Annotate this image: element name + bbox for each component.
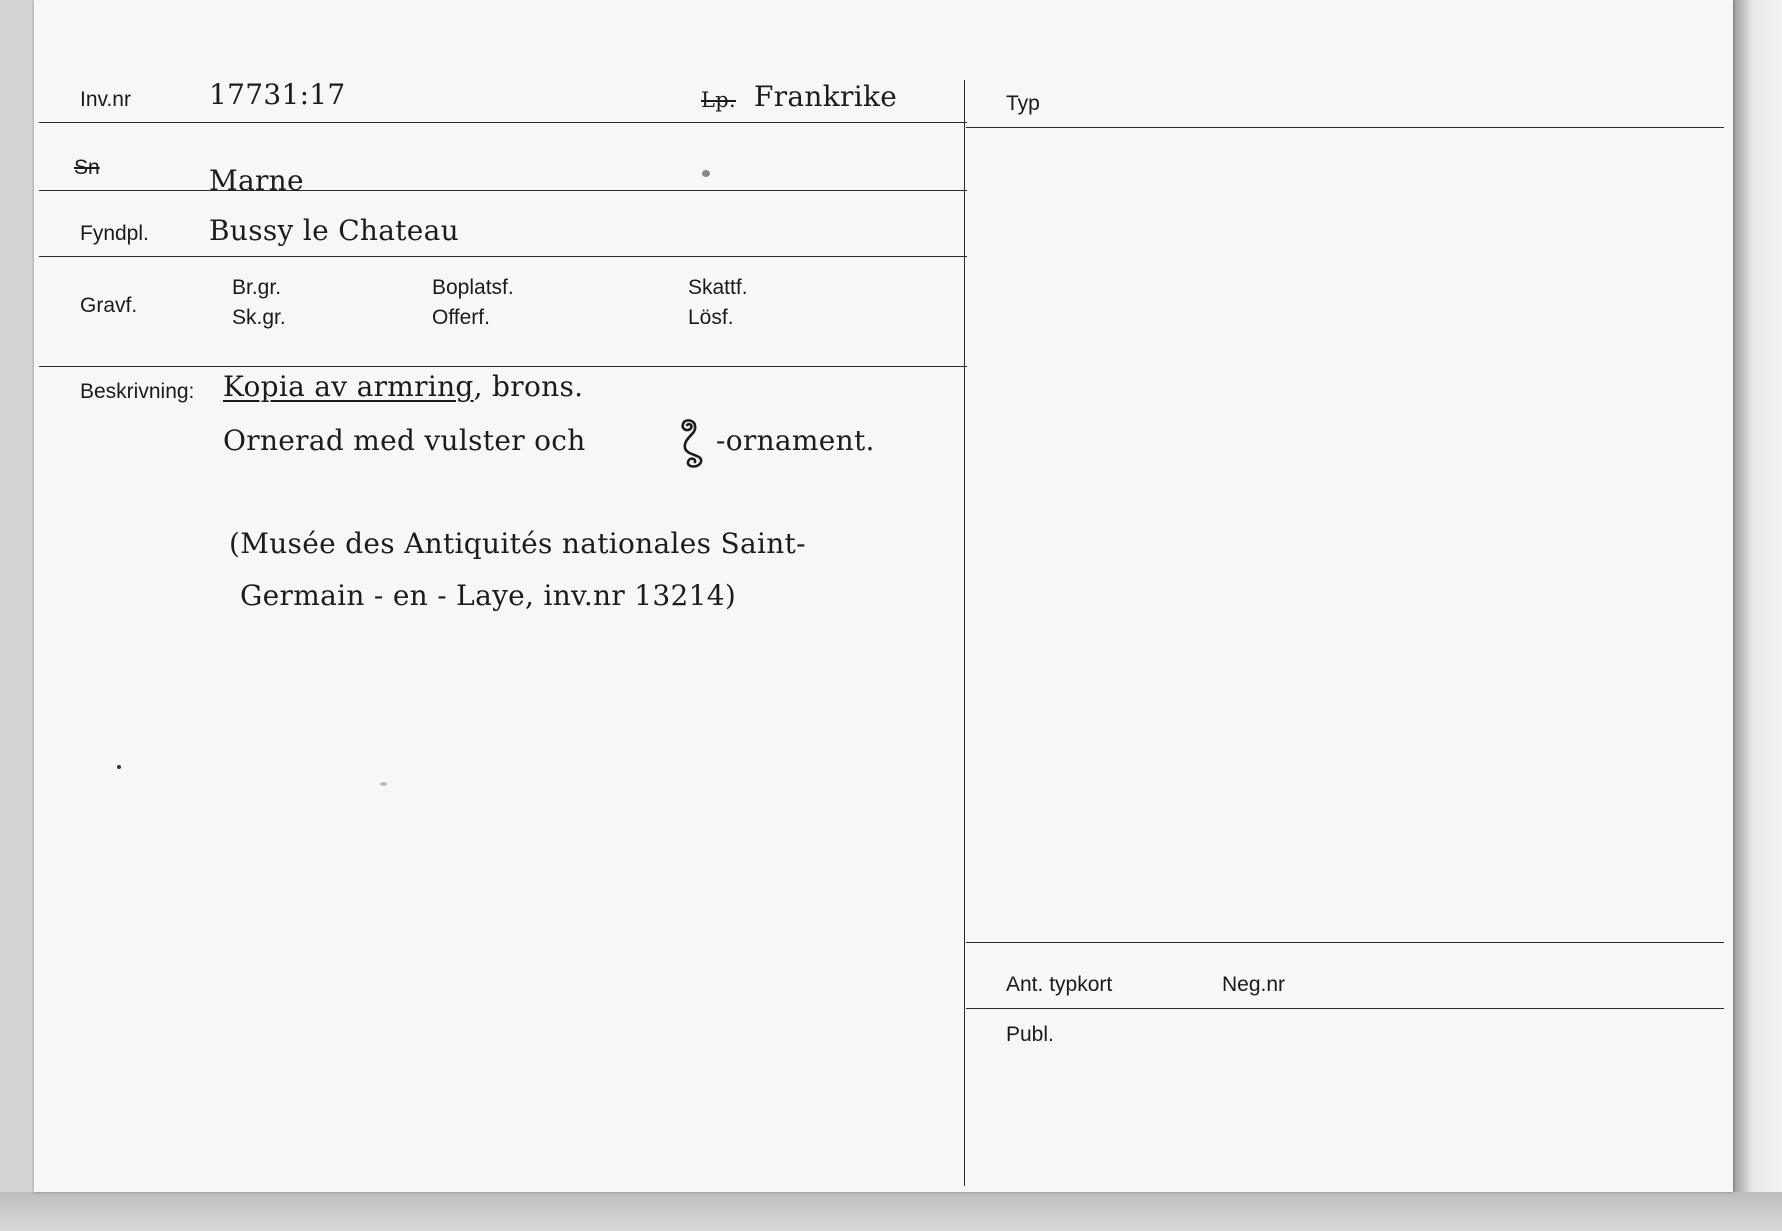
rule-fyndpl <box>39 256 967 257</box>
skgr-label: Sk.gr. <box>232 306 286 329</box>
publ-label: Publ. <box>1006 1023 1054 1046</box>
skattf-label: Skattf. <box>688 276 748 299</box>
fyndpl-label: Fyndpl. <box>80 222 149 245</box>
scan-speck <box>117 765 121 769</box>
description-line-2-before: Ornerad med vulster och <box>223 424 586 457</box>
rule-ant-typkort-top <box>966 942 1724 943</box>
rule-typ <box>966 127 1724 128</box>
country-value: Frankrike <box>754 80 898 113</box>
ant-typkort-label: Ant. typkort <box>1006 973 1113 996</box>
offerf-label: Offerf. <box>432 306 490 329</box>
description-line-4: Germain - en - Laye, inv.nr 13214) <box>240 579 737 612</box>
inv-value: 17731:17 <box>209 78 346 111</box>
scan-edge-bottom <box>0 1192 1782 1231</box>
lp-label: Lp. <box>701 88 736 112</box>
description-line-3: (Musée des Antiquités nationales Saint- <box>229 527 806 560</box>
sn-label: Sn <box>74 156 100 179</box>
description-line-2-after: -ornament. <box>716 424 875 457</box>
scan-speck <box>380 782 387 786</box>
fyndpl-value: Bussy le Chateau <box>209 214 459 247</box>
catalog-card <box>34 0 1733 1192</box>
description-line-1 <box>223 370 583 403</box>
gravf-label: Gravf. <box>80 294 138 317</box>
inv-label: Inv.nr <box>80 88 131 111</box>
rule-sn <box>39 190 967 191</box>
scan-edge-right <box>1733 0 1782 1231</box>
scan-speck <box>702 170 710 177</box>
negnr-label: Neg.nr <box>1222 973 1286 996</box>
beskrivning-label: Beskrivning: <box>80 380 195 403</box>
boplatsf-label: Boplatsf. <box>432 276 514 299</box>
s-spiral-ornament-icon <box>677 412 707 472</box>
rule-inv <box>39 122 967 123</box>
rule-ant-typkort-bottom <box>966 1008 1724 1009</box>
rule-gravf <box>39 366 967 367</box>
losf-label: Lösf. <box>688 306 734 329</box>
sn-value: Marne <box>209 164 304 197</box>
column-divider <box>964 80 965 1186</box>
typ-label: Typ <box>1006 92 1040 115</box>
brgr-label: Br.gr. <box>232 276 282 299</box>
description-line-1-rest: , brons. <box>473 370 584 403</box>
description-underlined: Kopia av armring <box>223 370 474 403</box>
